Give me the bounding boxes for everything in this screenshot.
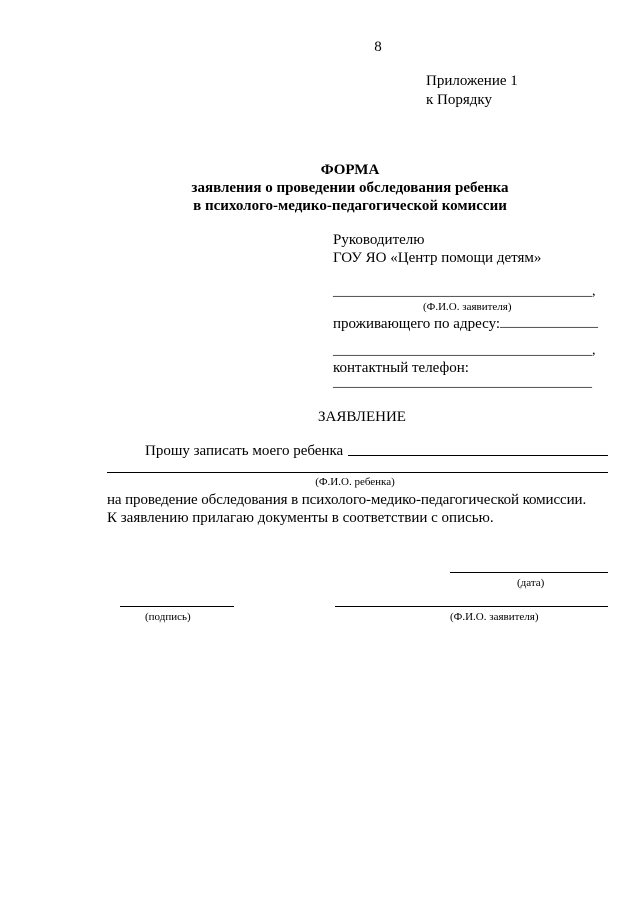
applicant-signature-name-line[interactable] xyxy=(335,606,608,607)
applicant-name-line[interactable]: _____________________________________, xyxy=(333,284,596,299)
statement-body-line2: К заявлению прилагаю документы в соответствии с описью. xyxy=(107,510,494,526)
addressee-position: Руководителю xyxy=(333,232,425,248)
page-number: 8 xyxy=(374,39,382,55)
addressee-organization: ГОУ ЯО «Центр помощи детям» xyxy=(333,250,542,266)
phone-label: контактный телефон: xyxy=(333,360,469,376)
applicant-signature-name-caption: (Ф.И.О. заявителя) xyxy=(450,611,539,623)
form-title: ФОРМА xyxy=(320,162,380,178)
statement-title: ЗАЯВЛЕНИЕ xyxy=(318,409,406,425)
address-line-2[interactable]: _____________________________________, xyxy=(333,343,596,358)
address-line-1[interactable]: ______________ xyxy=(500,315,598,330)
child-name-caption: (Ф.И.О. ребенка) xyxy=(315,476,395,488)
date-caption: (дата) xyxy=(517,577,545,589)
appendix-label: Приложение 1 xyxy=(426,73,518,89)
child-name-field-line[interactable] xyxy=(348,455,608,456)
signature-caption: (подпись) xyxy=(145,611,191,623)
address-label: проживающего по адресу: xyxy=(333,316,501,332)
statement-request-text: Прошу записать моего ребенка xyxy=(145,443,344,459)
child-name-field-line-2[interactable] xyxy=(107,472,608,473)
phone-line[interactable]: _____________________________________ xyxy=(333,375,592,390)
form-subtitle-line2: в психолого-медико-педагогической комиссии xyxy=(193,198,507,214)
appendix-reference: к Порядку xyxy=(426,92,492,108)
statement-body-line1: на проведение обследования в психолого-медико-педагогической комиссии. xyxy=(107,492,587,508)
form-subtitle-line1: заявления о проведении обследования ребенка xyxy=(191,180,509,196)
signature-field-line[interactable] xyxy=(120,606,234,607)
applicant-name-caption: (Ф.И.О. заявителя) xyxy=(423,301,512,313)
date-field-line[interactable] xyxy=(450,572,608,573)
